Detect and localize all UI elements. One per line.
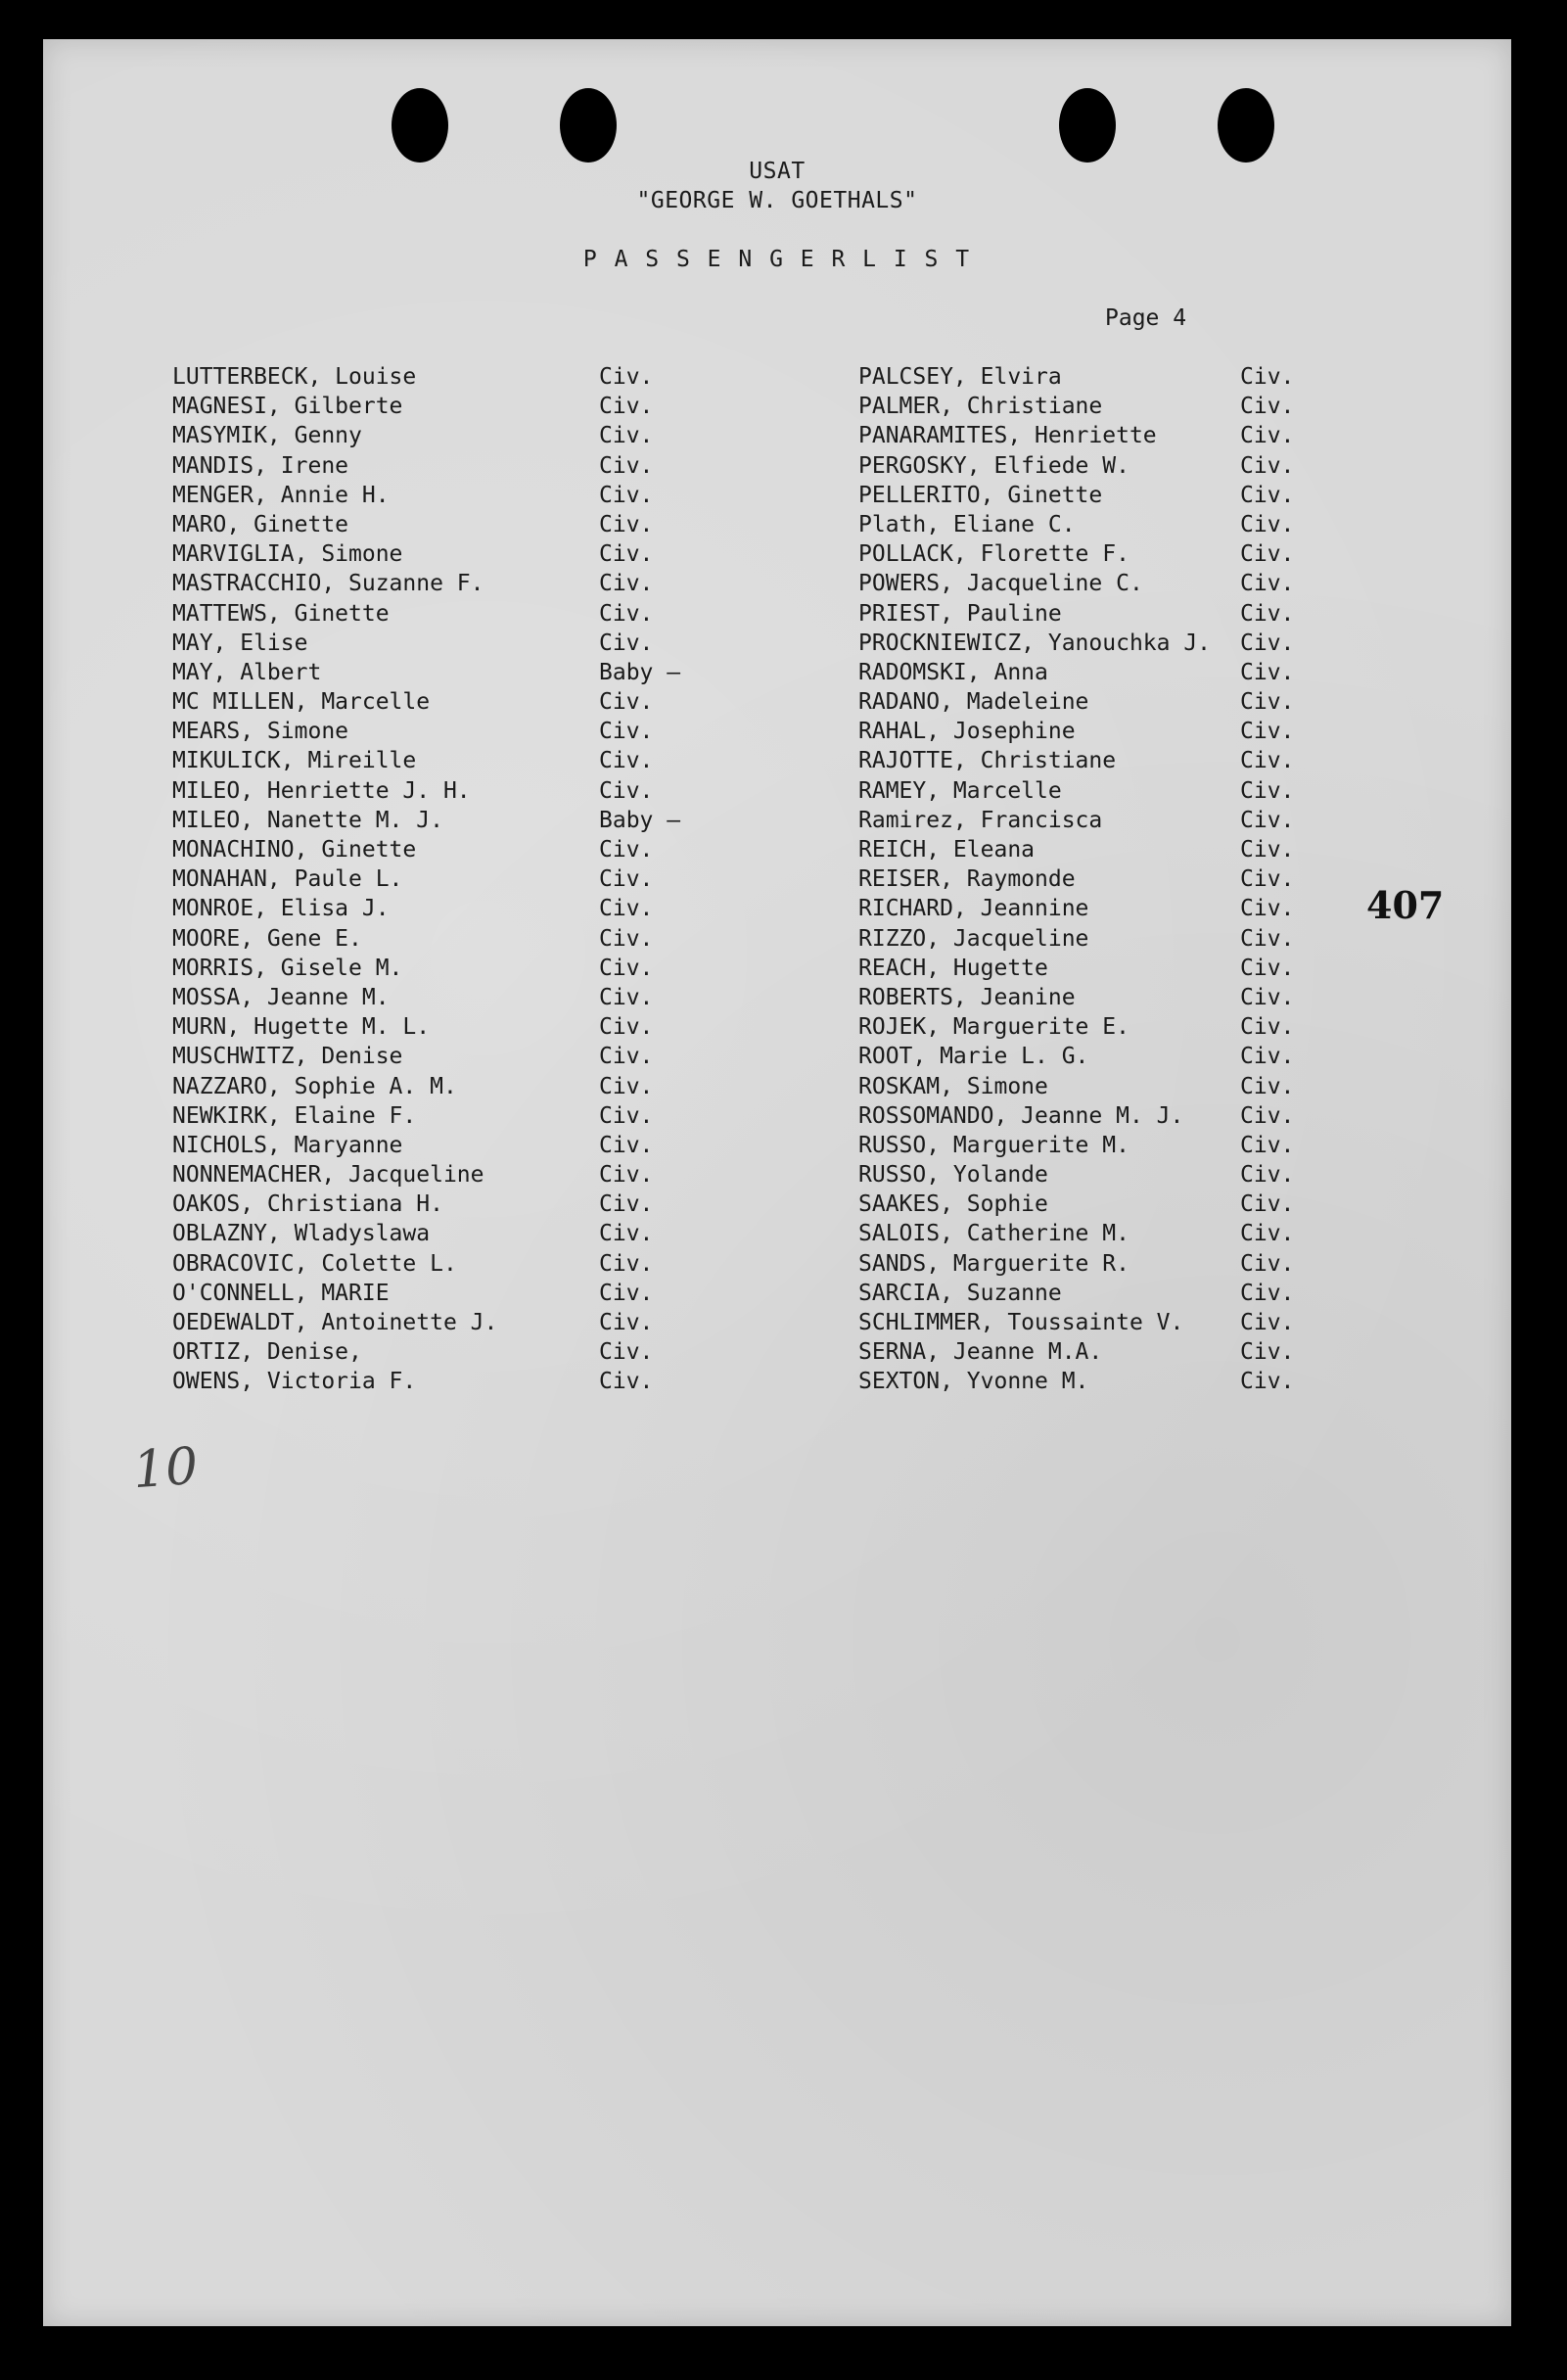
passenger-name: SARCIA, Suzanne bbox=[858, 1280, 1062, 1306]
passenger-row bbox=[858, 658, 1406, 687]
passenger-row bbox=[172, 924, 799, 954]
passenger-status: Baby — bbox=[599, 659, 681, 685]
passenger-status: Civ. bbox=[599, 719, 654, 745]
passenger-name: MENGER, Annie H. bbox=[172, 482, 390, 508]
passenger-row bbox=[172, 510, 799, 539]
passenger-status: Civ. bbox=[599, 955, 654, 981]
passenger-name: PERGOSKY, Elfiede W. bbox=[858, 452, 1129, 479]
passenger-name: SANDS, Marguerite R. bbox=[858, 1250, 1129, 1277]
ship-name: "GEORGE W. GOETHALS" bbox=[636, 188, 918, 213]
passenger-row bbox=[172, 717, 799, 746]
passenger-row bbox=[858, 776, 1406, 806]
passenger-name: O'CONNELL, MARIE bbox=[172, 1280, 390, 1306]
passenger-status: Civ. bbox=[1240, 1369, 1295, 1395]
passenger-name: RADOMSKI, Anna bbox=[858, 659, 1048, 685]
passenger-status: Civ. bbox=[1240, 807, 1295, 833]
passenger-row bbox=[858, 392, 1406, 421]
passenger-name: Plath, Eliane C. bbox=[858, 511, 1076, 537]
passenger-row bbox=[858, 1042, 1406, 1071]
passenger-name: MOSSA, Jeanne M. bbox=[172, 984, 390, 1010]
punch-hole bbox=[1218, 88, 1274, 163]
passenger-status: Civ. bbox=[1240, 659, 1295, 685]
passenger-row bbox=[858, 1101, 1406, 1131]
passenger-row bbox=[858, 954, 1406, 983]
passenger-name: MONROE, Elisa J. bbox=[172, 896, 390, 922]
passenger-status: Civ. bbox=[1240, 984, 1295, 1010]
passenger-name: MUSCHWITZ, Denise bbox=[172, 1044, 403, 1070]
passenger-row bbox=[858, 1190, 1406, 1219]
passenger-name: RICHARD, Jeannine bbox=[858, 896, 1089, 922]
passenger-status: Civ. bbox=[1240, 1044, 1295, 1070]
passenger-status: Baby — bbox=[599, 807, 681, 833]
passenger-name: RAMEY, Marcelle bbox=[858, 777, 1062, 804]
passenger-name: MEARS, Simone bbox=[172, 719, 349, 745]
passenger-status: Civ. bbox=[1240, 1250, 1295, 1277]
passenger-row bbox=[172, 1367, 799, 1396]
passenger-status: Civ. bbox=[599, 511, 654, 537]
passenger-row bbox=[858, 539, 1406, 569]
passenger-name: MASYMIK, Genny bbox=[172, 423, 362, 449]
passenger-name: RAJOTTE, Christiane bbox=[858, 748, 1117, 774]
passenger-status: Civ. bbox=[1240, 866, 1295, 893]
passenger-status: Civ. bbox=[1240, 394, 1295, 420]
passenger-row bbox=[172, 1249, 799, 1279]
passenger-name: RAHAL, Josephine bbox=[858, 719, 1076, 745]
passenger-name: MONACHINO, Ginette bbox=[172, 837, 417, 863]
passenger-status: Civ. bbox=[599, 748, 654, 774]
passenger-status: Civ. bbox=[1240, 452, 1295, 479]
punch-hole bbox=[392, 88, 448, 163]
passenger-name: MILEO, Nanette M. J. bbox=[172, 807, 443, 833]
passenger-row bbox=[858, 746, 1406, 775]
passenger-row bbox=[858, 421, 1406, 450]
passenger-row bbox=[172, 983, 799, 1012]
passenger-status: Civ. bbox=[599, 1280, 654, 1306]
passenger-row bbox=[172, 1072, 799, 1101]
passenger-name: PROCKNIEWICZ, Yanouchka J. bbox=[858, 630, 1212, 656]
passenger-name: RIZZO, Jacqueline bbox=[858, 925, 1089, 952]
passenger-name: ROSSOMANDO, Jeanne M. J. bbox=[858, 1102, 1184, 1129]
passenger-status: Civ. bbox=[1240, 630, 1295, 656]
passenger-name: PANARAMITES, Henriette bbox=[858, 423, 1157, 449]
passenger-name: MAY, Albert bbox=[172, 659, 322, 685]
passenger-name: ROSKAM, Simone bbox=[858, 1073, 1048, 1099]
passenger-row bbox=[858, 1308, 1406, 1337]
passenger-name: MORRIS, Gisele M. bbox=[172, 955, 403, 981]
passenger-row bbox=[172, 539, 799, 569]
passenger-status: Civ. bbox=[1240, 689, 1295, 716]
passenger-status: Civ. bbox=[1240, 1102, 1295, 1129]
passenger-name: NICHOLS, Maryanne bbox=[172, 1132, 403, 1158]
passenger-status: Civ. bbox=[1240, 1221, 1295, 1247]
passenger-name: SERNA, Jeanne M.A. bbox=[858, 1339, 1103, 1366]
passenger-status: Civ. bbox=[599, 600, 654, 627]
passenger-row bbox=[172, 776, 799, 806]
passenger-row bbox=[858, 481, 1406, 510]
passenger-row bbox=[858, 894, 1406, 923]
passenger-name: PELLERITO, Ginette bbox=[858, 482, 1103, 508]
passenger-name: PRIEST, Pauline bbox=[858, 600, 1062, 627]
ship-type: USAT bbox=[749, 159, 806, 184]
list-title: P A S S E N G E R L I S T bbox=[582, 247, 972, 272]
passenger-name: LUTTERBECK, Louise bbox=[172, 364, 417, 390]
passenger-column-left bbox=[172, 362, 799, 1397]
passenger-row bbox=[858, 717, 1406, 746]
passenger-name: ROBERTS, Jeanine bbox=[858, 984, 1076, 1010]
passenger-status: Civ. bbox=[599, 1221, 654, 1247]
passenger-row bbox=[172, 746, 799, 775]
passenger-status: Civ. bbox=[599, 394, 654, 420]
passenger-row bbox=[858, 362, 1406, 392]
stamp-number: 407 bbox=[1366, 883, 1445, 927]
passenger-status: Civ. bbox=[599, 423, 654, 449]
passenger-row bbox=[172, 954, 799, 983]
passenger-row bbox=[858, 864, 1406, 894]
passenger-status: Civ. bbox=[599, 1044, 654, 1070]
passenger-status: Civ. bbox=[1240, 955, 1295, 981]
passenger-name: OAKOS, Christiana H. bbox=[172, 1191, 443, 1218]
passenger-row bbox=[172, 1131, 799, 1160]
passenger-row bbox=[172, 421, 799, 450]
passenger-status: Civ. bbox=[599, 541, 654, 568]
passenger-row bbox=[858, 1131, 1406, 1160]
passenger-row bbox=[858, 835, 1406, 864]
passenger-name: MARO, Ginette bbox=[172, 511, 349, 537]
passenger-row bbox=[172, 1337, 799, 1367]
passenger-status: Civ. bbox=[1240, 1280, 1295, 1306]
passenger-row bbox=[172, 806, 799, 835]
passenger-row bbox=[172, 1190, 799, 1219]
passenger-status: Civ. bbox=[1240, 837, 1295, 863]
passenger-name: PALCSEY, Elvira bbox=[858, 364, 1062, 390]
passenger-status: Civ. bbox=[1240, 541, 1295, 568]
passenger-name: REACH, Hugette bbox=[858, 955, 1048, 981]
passenger-row bbox=[172, 658, 799, 687]
passenger-status: Civ. bbox=[1240, 364, 1295, 390]
passenger-status: Civ. bbox=[599, 925, 654, 952]
passenger-status: Civ. bbox=[599, 452, 654, 479]
passenger-row bbox=[858, 1279, 1406, 1308]
passenger-name: MOORE, Gene E. bbox=[172, 925, 362, 952]
passenger-name: SAAKES, Sophie bbox=[858, 1191, 1048, 1218]
passenger-status: Civ. bbox=[599, 689, 654, 716]
passenger-row bbox=[858, 629, 1406, 658]
passenger-status: Civ. bbox=[599, 837, 654, 863]
passenger-status: Civ. bbox=[599, 866, 654, 893]
passenger-status: Civ. bbox=[1240, 511, 1295, 537]
passenger-row bbox=[172, 1160, 799, 1190]
passenger-row bbox=[858, 451, 1406, 481]
passenger-status: Civ. bbox=[599, 482, 654, 508]
passenger-status: Civ. bbox=[1240, 925, 1295, 952]
passenger-name: MAY, Elise bbox=[172, 630, 308, 656]
passenger-row bbox=[858, 1367, 1406, 1396]
passenger-row bbox=[172, 1042, 799, 1071]
passenger-row bbox=[858, 1337, 1406, 1367]
passenger-row bbox=[858, 806, 1406, 835]
passenger-name: NAZZARO, Sophie A. M. bbox=[172, 1073, 457, 1099]
passenger-row bbox=[858, 510, 1406, 539]
passenger-status: Civ. bbox=[1240, 1191, 1295, 1218]
handwritten-note: 10 bbox=[130, 1436, 201, 1501]
passenger-name: OBLAZNY, Wladyslawa bbox=[172, 1221, 431, 1247]
passenger-name: OBRACOVIC, Colette L. bbox=[172, 1250, 457, 1277]
passenger-row bbox=[172, 1279, 799, 1308]
passenger-status: Civ. bbox=[599, 630, 654, 656]
passenger-status: Civ. bbox=[599, 1250, 654, 1277]
passenger-status: Civ. bbox=[1240, 777, 1295, 804]
passenger-status: Civ. bbox=[1240, 600, 1295, 627]
passenger-status: Civ. bbox=[599, 571, 654, 597]
passenger-row bbox=[858, 1012, 1406, 1042]
passenger-status: Civ. bbox=[599, 1369, 654, 1395]
passenger-row bbox=[172, 451, 799, 481]
passenger-row bbox=[172, 1012, 799, 1042]
passenger-name: SCHLIMMER, Toussainte V. bbox=[858, 1310, 1184, 1335]
passenger-name: ORTIZ, Denise, bbox=[172, 1339, 362, 1366]
passenger-name: POWERS, Jacqueline C. bbox=[858, 571, 1143, 597]
document-page bbox=[43, 39, 1511, 2326]
passenger-name: ROJEK, Marguerite E. bbox=[858, 1014, 1129, 1041]
passenger-status: Civ. bbox=[1240, 1014, 1295, 1041]
punch-hole bbox=[1059, 88, 1116, 163]
passenger-row bbox=[858, 1072, 1406, 1101]
passenger-row bbox=[172, 1101, 799, 1131]
passenger-name: MILEO, Henriette J. H. bbox=[172, 777, 471, 804]
passenger-row bbox=[172, 362, 799, 392]
passenger-row bbox=[858, 924, 1406, 954]
passenger-status: Civ. bbox=[1240, 748, 1295, 774]
passenger-status: Civ. bbox=[1240, 1162, 1295, 1189]
passenger-status: Civ. bbox=[599, 1162, 654, 1189]
passenger-name: Ramirez, Francisca bbox=[858, 807, 1103, 833]
passenger-status: Civ. bbox=[1240, 1310, 1295, 1335]
passenger-status: Civ. bbox=[599, 1310, 654, 1335]
passenger-row bbox=[172, 687, 799, 717]
passenger-status: Civ. bbox=[1240, 1073, 1295, 1099]
passenger-row bbox=[858, 1160, 1406, 1190]
passenger-row bbox=[858, 687, 1406, 717]
passenger-name: MANDIS, Irene bbox=[172, 452, 349, 479]
passenger-name: MONAHAN, Paule L. bbox=[172, 866, 403, 893]
punch-hole bbox=[560, 88, 617, 163]
passenger-name: MC MILLEN, Marcelle bbox=[172, 689, 431, 716]
passenger-name: RADANO, Madeleine bbox=[858, 689, 1089, 716]
passenger-name: MIKULICK, Mireille bbox=[172, 748, 417, 774]
passenger-row bbox=[858, 599, 1406, 629]
passenger-column-right bbox=[858, 362, 1406, 1397]
passenger-name: NONNEMACHER, Jacqueline bbox=[172, 1162, 484, 1189]
passenger-status: Civ. bbox=[599, 1339, 654, 1366]
passenger-status: Civ. bbox=[599, 1102, 654, 1129]
passenger-name: MATTEWS, Ginette bbox=[172, 600, 390, 627]
passenger-row bbox=[172, 599, 799, 629]
passenger-status: Civ. bbox=[599, 1014, 654, 1041]
passenger-status: Civ. bbox=[599, 896, 654, 922]
passenger-name: ROOT, Marie L. G. bbox=[858, 1044, 1089, 1070]
passenger-name: SALOIS, Catherine M. bbox=[858, 1221, 1129, 1247]
passenger-row bbox=[858, 1219, 1406, 1248]
passenger-name: MARVIGLIA, Simone bbox=[172, 541, 403, 568]
passenger-name: REICH, Eleana bbox=[858, 837, 1036, 863]
passenger-row bbox=[172, 569, 799, 598]
page-number: Page 4 bbox=[1105, 305, 1187, 331]
passenger-status: Civ. bbox=[1240, 896, 1295, 922]
passenger-name: PALMER, Christiane bbox=[858, 394, 1103, 420]
passenger-status: Civ. bbox=[599, 1132, 654, 1158]
passenger-row bbox=[858, 569, 1406, 598]
passenger-status: Civ. bbox=[599, 1073, 654, 1099]
passenger-name: POLLACK, Florette F. bbox=[858, 541, 1129, 568]
passenger-status: Civ. bbox=[599, 984, 654, 1010]
passenger-row bbox=[858, 983, 1406, 1012]
passenger-name: NEWKIRK, Elaine F. bbox=[172, 1102, 417, 1129]
passenger-name: MURN, Hugette M. L. bbox=[172, 1014, 431, 1041]
passenger-row bbox=[172, 1308, 799, 1337]
passenger-status: Civ. bbox=[599, 1191, 654, 1218]
passenger-status: Civ. bbox=[599, 364, 654, 390]
passenger-status: Civ. bbox=[599, 777, 654, 804]
passenger-status: Civ. bbox=[1240, 1132, 1295, 1158]
passenger-name: REISER, Raymonde bbox=[858, 866, 1076, 893]
passenger-name: OEDEWALDT, Antoinette J. bbox=[172, 1310, 498, 1335]
passenger-name: RUSSO, Marguerite M. bbox=[858, 1132, 1129, 1158]
passenger-row bbox=[172, 1219, 799, 1248]
passenger-row bbox=[858, 1249, 1406, 1279]
passenger-name: RUSSO, Yolande bbox=[858, 1162, 1048, 1189]
passenger-status: Civ. bbox=[1240, 423, 1295, 449]
passenger-name: SEXTON, Yvonne M. bbox=[858, 1369, 1089, 1395]
passenger-name: OWENS, Victoria F. bbox=[172, 1369, 417, 1395]
passenger-row bbox=[172, 481, 799, 510]
passenger-status: Civ. bbox=[1240, 571, 1295, 597]
passenger-name: MAGNESI, Gilberte bbox=[172, 394, 403, 420]
passenger-status: Civ. bbox=[1240, 719, 1295, 745]
passenger-row bbox=[172, 392, 799, 421]
passenger-row bbox=[172, 835, 799, 864]
passenger-row bbox=[172, 864, 799, 894]
passenger-row bbox=[172, 629, 799, 658]
passenger-row bbox=[172, 894, 799, 923]
passenger-status: Civ. bbox=[1240, 482, 1295, 508]
passenger-name: MASTRACCHIO, Suzanne F. bbox=[172, 571, 484, 597]
passenger-status: Civ. bbox=[1240, 1339, 1295, 1366]
